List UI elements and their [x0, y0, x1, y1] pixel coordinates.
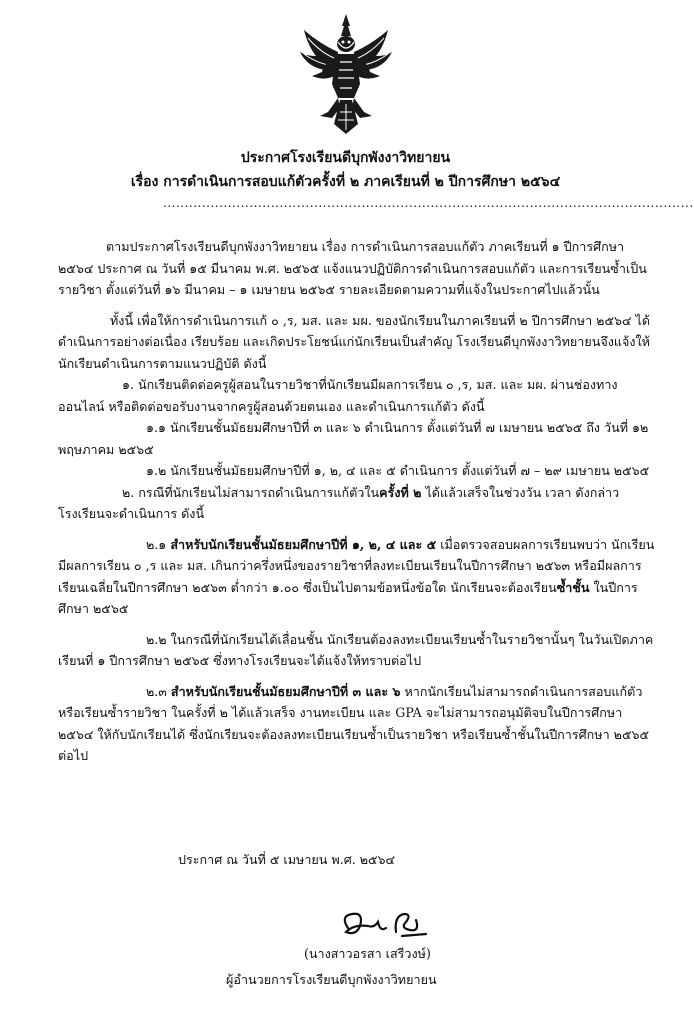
- announcement-body: [58, 236, 658, 767]
- paragraph-purpose: ทั้งนี้ เพื่อให้การดำเนินการแก้ ๐ ,ร, มส. และ มผ. ของนักเรียนในภาคเรียนที่ ๒ ปีการศึกษา ๒๕๖๔ ได้ดำเนินการอย่างต่อเนื่อง เรียบร้อย และเกิดประโยชน์แก่นักเรียนเป็นสำคัญ โรงเรียนดีบุกพังงาวิทยายนจึงแจ้งให้นักเรียนดำเนินการตามแนวปฏิบัติ ดังนี้: [58, 312, 651, 371]
- handwritten-signature-icon: [334, 906, 444, 944]
- item-2: ๒. กรณีที่นักเรียนไม่สามารถดำเนินการแก้ตัวในครั้งที่ ๒ ได้แล้วเสร็จในช่วงวัน เวลา ดังกล่าว โรงเรียนจะดำเนินการ ดังนี้: [58, 484, 620, 521]
- issue-date: ประกาศ ณ วันที่ ๕ เมษายน พ.ศ. ๒๕๖๔: [178, 852, 396, 867]
- paragraph-reference: ตามประกาศโรงเรียนดีบุกพังงาวิทยายน เรื่อง การดำเนินการสอบแก้ตัว ภาคเรียนที่ ๑ ปีการศึกษา ๒๕๖๔ ประกาศ ณ วันที่ ๑๕ มีนาคม พ.ศ. ๒๕๖๕ แจ้งแนวปฏิบัติการดำเนินการสอบแก้ตัว และการเรียนซ้ำเป็นรายวิชา ตั้งแต่วันที่ ๑๖ มีนาคม – ๑ เมษายน ๒๕๖๕ รายละเอียดตามความที่แจ้งในประกาศไปแล้วนั้น: [58, 239, 647, 297]
- signatory-position: ผู้อำนวยการโรงเรียนดีบุกพังงาวิทยายน: [226, 972, 437, 987]
- announcement-subject: เรื่อง การดำเนินการสอบแก้ตัวครั้งที่ ๒ ภาคเรียนที่ ๒ ปีการศึกษา ๒๕๖๔: [130, 174, 561, 190]
- item-1-1: ๑.๑ นักเรียนชั้นมัธยมศึกษาปีที่ ๓ และ ๖ ดำเนินการ ตั้งแต่วันที่ ๗ เมษายน ๒๕๖๕ ถึง วันที่ ๑๒ พฤษภาคม ๒๕๖๕: [58, 420, 649, 457]
- garuda-emblem-icon: [298, 12, 394, 136]
- item-2-1: ๒.๑ สำหรับนักเรียนชั้นมัธยมศึกษาปีที่ ๑, ๒, ๔ และ ๕ เมื่อตรวจสอบผลการเรียนพบว่า นักเรียนมีผลการเรียน ๐ ,ร และ มส. เกินกว่าครึ่งหนึ่งของรายวิชาที่ลงทะเบียนเรียนในปีการศึกษา ๒๕๖๓ หรือมีผลการเรียนเฉลี่ยในปีการศึกษา ๒๕๖๓ ต่ำกว่า ๑.๐๐ ซึ่งเป็นไปตามข้อหนึ่งข้อใด นักเรียนจะต้องเรียนซ้ำชั้น ในปีการศึกษา ๒๕๖๕: [58, 536, 655, 616]
- signatory-name: (นางสาวอรสา เสรีวงษ์): [304, 946, 431, 961]
- divider-dots: ...........................................................................................................................: [163, 196, 694, 210]
- item-1: ๑. นักเรียนติดต่อครูผู้สอนในรายวิชาที่นักเรียนมีผลการเรียน ๐ ,ร, มส. และ มผ. ผ่านช่องทางออนไลน์ หรือติดต่อขอรับงานจากครูผู้สอนด้วยตนเอง และดำเนินการแก้ตัว ดังนี้: [58, 377, 618, 414]
- item-1-2: ๑.๒ นักเรียนชั้นมัธยมศึกษาปีที่ ๑, ๒, ๔ และ ๕ ดำเนินการ ตั้งแต่วันที่ ๗ – ๒๙ เมษายน ๒๕๖๕: [146, 463, 650, 478]
- announcement-title: ประกาศโรงเรียนดีบุกพังงาวิทยายน: [240, 150, 451, 166]
- item-2-3: ๒.๓ สำหรับนักเรียนชั้นมัธยมศึกษาปีที่ ๓ และ ๖ หากนักเรียนไม่สามารถดำเนินการสอบแก้ตัว หรือเรียนซ้ำรายวิชา ในครั้งที่ ๒ ได้แล้วเสร็จ งานทะเบียน และ GPA จะไม่สามารถอนุมัติจบในปีการศึกษา ๒๕๖๔ ให้กับนักเรียนได้ ซึ่งนักเรียนจะต้องลงทะเบียนเรียนซ้ำเป็นรายวิชา หรือเรียนซ้ำชั้นในปีการศึกษา ๒๕๖๕ ต่อไป: [58, 683, 650, 763]
- item-2-2: ๒.๒ ในกรณีที่นักเรียนได้เลื่อนชั้น นักเรียนต้องลงทะเบียนเรียนซ้ำในรายวิชานั้นๆ ในวันเปิดภาคเรียนที่ ๑ ปีการศึกษา ๒๕๖๕ ซึ่งทางโรงเรียนจะได้แจ้งให้ทราบต่อไป: [58, 631, 654, 668]
